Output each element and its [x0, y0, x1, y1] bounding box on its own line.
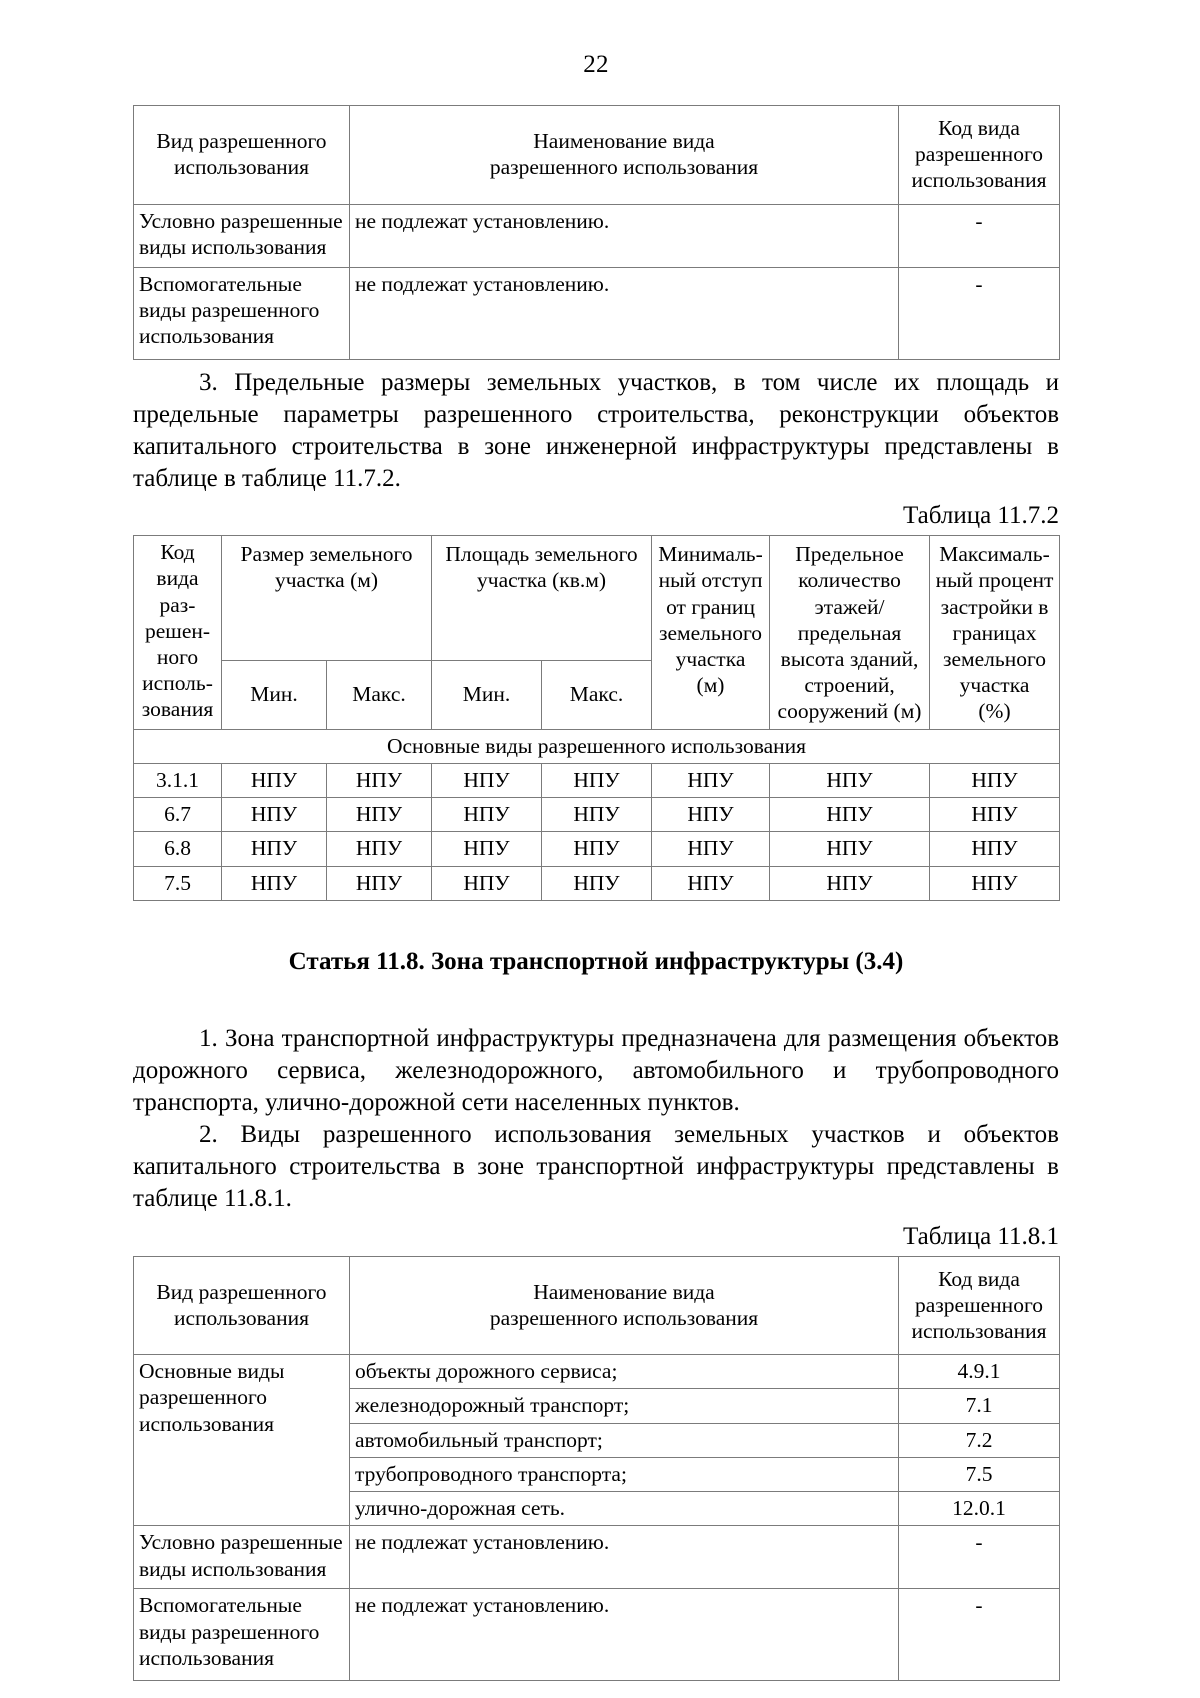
cell-code: 7.2	[899, 1423, 1060, 1457]
header-cell-area-max: Макс.	[542, 661, 652, 730]
cell-floors: НПУ	[770, 832, 930, 866]
header-cell-kind: Вид разрешенного использования	[134, 106, 350, 205]
cell-size-min: НПУ	[222, 798, 327, 832]
cell-name: железнодорожный транспорт;	[350, 1389, 899, 1423]
cell-name: не подлежат установлению.	[350, 204, 899, 267]
table-header-row	[134, 106, 1060, 205]
cell-code: -	[899, 204, 1060, 267]
cell-size-min: НПУ	[222, 832, 327, 866]
cell-setback: НПУ	[652, 866, 770, 900]
cell-code: 7.5	[899, 1457, 1060, 1491]
header-cell-kind: Вид разрешенного использования	[134, 1256, 350, 1355]
header-cell-area: Площадь земельного участка (кв.м)	[432, 536, 652, 661]
cell-floors: НПУ	[770, 866, 930, 900]
cell-code: -	[899, 1589, 1060, 1681]
cell-area-max: НПУ	[542, 832, 652, 866]
cell-code: -	[899, 1526, 1060, 1589]
cell-code: 4.9.1	[899, 1355, 1060, 1389]
cell-name: улично-дорожная сеть.	[350, 1492, 899, 1526]
cell-coverage: НПУ	[930, 763, 1060, 797]
cell-code: 12.0.1	[899, 1492, 1060, 1526]
cell-kind-main: Основные виды разрешенного использования	[134, 1355, 350, 1526]
cell-setback: НПУ	[652, 798, 770, 832]
caption-table-11-8-1: Таблица 11.8.1	[903, 1222, 1059, 1250]
cell-kind: Вспомогательные виды разрешенного использования	[134, 1589, 350, 1681]
header-cell-size: Размер земельного участка (м)	[222, 536, 432, 661]
article-title-11-8: Статья 11.8. Зона транспортной инфраструктуры (3.4)	[288, 947, 904, 975]
cell-kind: Условно разрешенные виды использования	[134, 1526, 350, 1589]
paragraph-3: 3. Предельные размеры земельных участков, в том числе их площадь и предельные параметры разрешенного строительства, реконструкции объектов капитального строительства в зоне инженерной инфраструктуры представлены в таблице в таблице 11.7.2.	[133, 368, 1059, 493]
caption-table-11-7-2: Таблица 11.7.2	[903, 502, 1059, 530]
table-header-row	[134, 1256, 1060, 1355]
table-row	[134, 798, 1060, 832]
spacer	[133, 901, 1059, 947]
cell-code: -	[899, 267, 1060, 359]
cell-coverage: НПУ	[930, 832, 1060, 866]
cell-coverage: НПУ	[930, 866, 1060, 900]
header-cell-size-max: Макс.	[327, 661, 432, 730]
cell-code: 3.1.1	[134, 763, 222, 797]
spacer	[133, 977, 1059, 1023]
cell-code: 7.5	[134, 866, 222, 900]
table-row	[134, 1526, 1060, 1589]
cell-size-max: НПУ	[327, 798, 432, 832]
cell-size-min: НПУ	[222, 866, 327, 900]
cell-name: не подлежат установлению.	[350, 1526, 899, 1589]
header-cell-name: Наименование вида разрешенного использования	[350, 106, 899, 205]
cell-code: 6.7	[134, 798, 222, 832]
table-header-row-top	[134, 536, 1060, 661]
cell-coverage: НПУ	[930, 798, 1060, 832]
header-cell-size-min: Мин.	[222, 661, 327, 730]
cell-name: не подлежат установлению.	[350, 1589, 899, 1681]
cell-floors: НПУ	[770, 798, 930, 832]
cell-size-max: НПУ	[327, 832, 432, 866]
cell-kind: Вспомогательные виды разрешенного использования	[134, 267, 350, 359]
header-cell-area-min: Мин.	[432, 661, 542, 730]
cell-name: объекты дорожного сервиса;	[350, 1355, 899, 1389]
cell-area-min: НПУ	[432, 763, 542, 797]
header-cell-name: Наименование вида разрешенного использования	[350, 1256, 899, 1355]
cell-area-max: НПУ	[542, 866, 652, 900]
article-paragraph-2: 2. Виды разрешенного использования земельных участков и объектов капитального строительства в зоне транспортной инфраструктуры представлены в таблице 11.8.1.	[133, 1121, 1059, 1213]
cell-name: автомобильный транспорт;	[350, 1423, 899, 1457]
header-cell-coverage: Максималь- ный процент застройки в границах земельного участка (%)	[930, 536, 1060, 730]
cell-area-min: НПУ	[432, 832, 542, 866]
cell-area-min: НПУ	[432, 866, 542, 900]
cell-code: 6.8	[134, 832, 222, 866]
table-11-8-1	[133, 1256, 1060, 1682]
table-row	[134, 866, 1060, 900]
page-content	[133, 0, 1059, 1681]
cell-setback: НПУ	[652, 832, 770, 866]
cell-floors: НПУ	[770, 763, 930, 797]
header-cell-code: Код вида разрешенного использования	[899, 106, 1060, 205]
section-title: Основные виды разрешенного использования	[134, 729, 1060, 763]
table-section-row	[134, 729, 1060, 763]
table-row	[134, 763, 1060, 797]
cell-size-max: НПУ	[327, 763, 432, 797]
cell-name: не подлежат установлению.	[350, 267, 899, 359]
cell-size-min: НПУ	[222, 763, 327, 797]
cell-setback: НПУ	[652, 763, 770, 797]
cell-size-max: НПУ	[327, 866, 432, 900]
table-row	[134, 832, 1060, 866]
table-row	[134, 267, 1060, 359]
cell-area-max: НПУ	[542, 763, 652, 797]
table-11-7-2	[133, 535, 1060, 901]
cell-area-min: НПУ	[432, 798, 542, 832]
table-row	[134, 204, 1060, 267]
cell-kind: Условно разрешенные виды использования	[134, 204, 350, 267]
table-row	[134, 1589, 1060, 1681]
header-cell-floors: Предельное количество этажей/ предельная высота зданий, строений, сооружений (м)	[770, 536, 930, 730]
cell-area-max: НПУ	[542, 798, 652, 832]
header-cell-setback: Минималь- ный отступ от границ земельного участка (м)	[652, 536, 770, 730]
table-11-7-1-continued	[133, 105, 1060, 360]
header-cell-code: Код вида раз- решен- ного исполь- зования	[134, 536, 222, 730]
article-paragraph-1: 1. Зона транспортной инфраструктуры предназначена для размещения объектов дорожного сервиса, железнодорожного, автомобильного и трубопроводного транспорта, улично-дорожной сети населенных пунктов.	[133, 1024, 1059, 1117]
header-cell-code: Код вида разрешенного использования	[899, 1256, 1060, 1355]
cell-code: 7.1	[899, 1389, 1060, 1423]
cell-name: трубопроводного транспорта;	[350, 1457, 899, 1491]
table-row	[134, 1355, 1060, 1389]
page-number: 22	[583, 51, 609, 78]
